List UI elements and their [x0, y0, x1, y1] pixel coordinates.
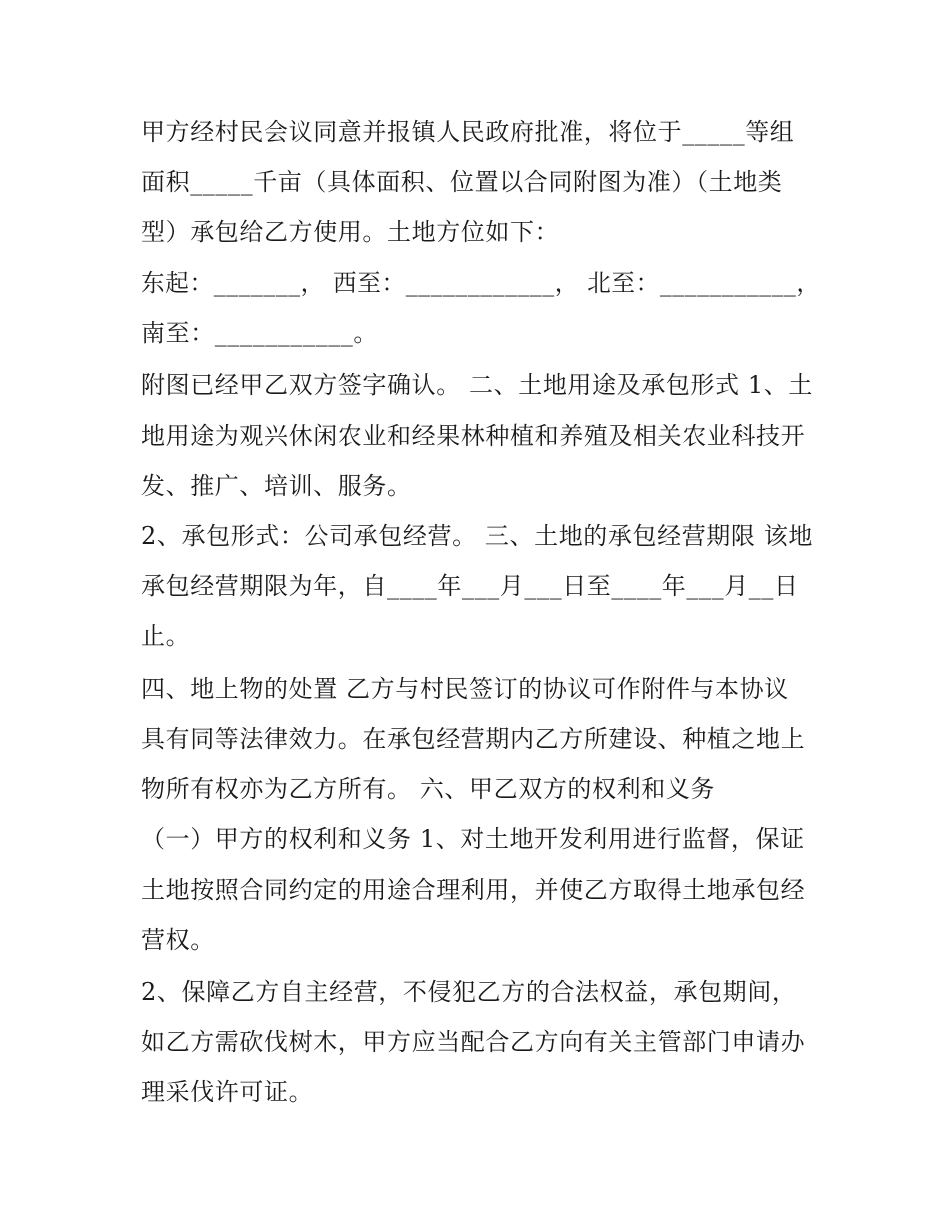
text-line: 东起：_______， 西至：____________， 北至：___________， — [141, 269, 821, 297]
text-line: 营权。 — [141, 926, 215, 954]
text-line: 地用途为观兴休闲农业和经果林种植和养殖及相关农业科技开 — [141, 422, 806, 450]
text-line: 附图已经甲乙双方签字确认。 二、土地用途及承包形式 1、土 — [141, 371, 813, 399]
text-line: 型）承包给乙方使用。土地方位如下： — [141, 218, 560, 246]
text-line: 四、地上物的处置 乙方与村民签订的协议可作附件与本协议 — [141, 675, 789, 703]
text-line: 具有同等法律效力。在承包经营期内乙方所建设、种植之地上 — [141, 725, 806, 753]
text-line: 2、保障乙方自主经营，不侵犯乙方的合法权益，承包期间， — [141, 978, 797, 1006]
text-line: 止。 — [141, 622, 191, 650]
text-line: （一）甲方的权利和义务 1、对土地开发利用进行监督，保证 — [141, 825, 805, 853]
text-line: 土地按照合同约定的用途合理利用，并使乙方取得土地承包经 — [141, 876, 806, 904]
text-line: 承包经营期限为年，自____年___月___日至____年___月__日 — [141, 572, 799, 600]
text-line: 发、推广、培训、服务。 — [141, 472, 412, 500]
text-line: 甲方经村民会议同意并报镇人民政府批准，将位于_____等组 — [141, 118, 795, 146]
text-line: 南至：___________。 — [141, 319, 378, 347]
text-line: 2、承包形式：公司承包经营。 三、土地的承包经营期限 该地 — [141, 522, 813, 550]
text-line: 如乙方需砍伐树木，甲方应当配合乙方向有关主管部门申请办 — [141, 1028, 806, 1056]
text-line: 物所有权亦为乙方所有。 六、甲乙双方的权利和义务 — [141, 775, 716, 803]
text-line: 理采伐许可证。 — [141, 1078, 314, 1106]
text-line: 面积_____千亩（具体面积、位置以合同附图为准）（土地类 — [141, 168, 783, 196]
